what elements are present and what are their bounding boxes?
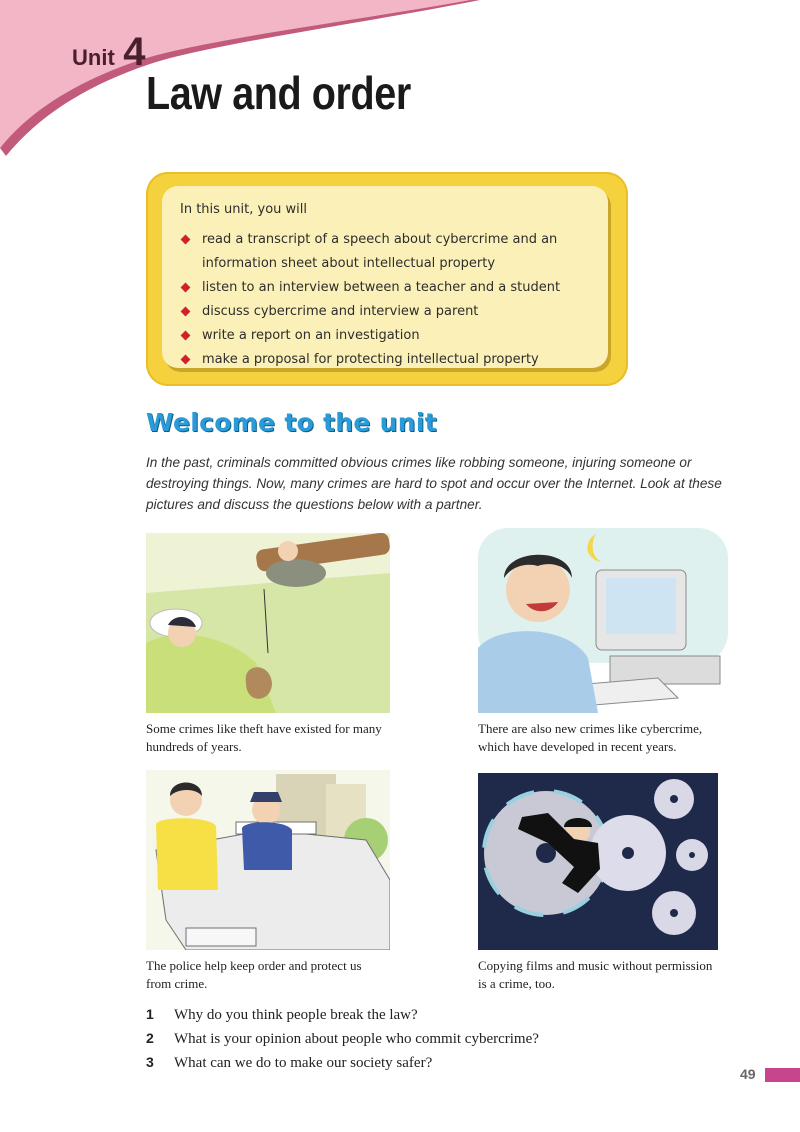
welcome-heading: Welcome to the unit [146, 408, 437, 437]
question-item [146, 1003, 746, 1027]
unit-title: Law and order [146, 67, 411, 119]
objective-text: information sheet about intellectual property [202, 256, 496, 271]
unit-label [72, 30, 145, 75]
objectives-list [180, 228, 600, 372]
question-number: 1 [146, 1006, 154, 1022]
page-number: 49 [740, 1066, 756, 1082]
question-item [146, 1051, 746, 1075]
police-arrest-illustration [146, 770, 390, 950]
theft-caption [146, 720, 416, 756]
caption-line: The police help keep order and protect us [146, 958, 362, 973]
diamond-bullet-icon [181, 283, 191, 293]
question-item [146, 1027, 746, 1051]
question-text: What can we do to make our society safer? [174, 1055, 433, 1071]
caption-line: Some crimes like theft have existed for many [146, 721, 382, 736]
objective-text: write a report on an investigation [202, 328, 420, 343]
cybercrime-illustration [478, 528, 728, 713]
caption-line: hundreds of years. [146, 739, 242, 754]
objective-text: make a proposal for protecting intellectual property [202, 352, 539, 367]
question-number: 2 [146, 1030, 154, 1046]
caption-line: which have developed in recent years. [478, 739, 677, 754]
objective-text: discuss cybercrime and interview a parent [202, 304, 479, 319]
page-tab-marker [765, 1068, 800, 1082]
diamond-bullet-icon [181, 235, 191, 245]
objective-item [180, 228, 600, 252]
cybercrime-caption [478, 720, 758, 756]
welcome-intro: In the past, criminals committed obvious crimes like robbing someone, injuring someone or destroying things. Now, many crimes are hard to spot and occur over the Internet. Look at these pictures and discuss the questions below with a partner. [146, 455, 722, 512]
discussion-questions [146, 1003, 746, 1075]
objectives-intro: In this unit, you will [180, 202, 307, 217]
objectives-panel [162, 186, 608, 368]
objective-item [180, 348, 600, 372]
question-number: 3 [146, 1054, 154, 1070]
objectives-box [146, 172, 628, 386]
diamond-bullet-icon [181, 355, 191, 365]
objective-text: listen to an interview between a teacher and a student [202, 280, 561, 295]
piracy-caption [478, 957, 758, 993]
unit-word: Unit [72, 45, 115, 70]
question-text: What is your opinion about people who commit cybercrime? [174, 1031, 539, 1047]
objective-text: read a transcript of a speech about cybercrime and an [202, 232, 558, 247]
objective-item [180, 300, 600, 324]
caption-line: is a crime, too. [478, 976, 555, 991]
diamond-bullet-icon [181, 307, 191, 317]
caption-line: Copying films and music without permission [478, 958, 713, 973]
objective-item [180, 276, 600, 300]
diamond-bullet-icon [181, 331, 191, 341]
caption-line: There are also new crimes like cybercrime, [478, 721, 703, 736]
caption-line: from crime. [146, 976, 208, 991]
piracy-illustration [478, 773, 718, 950]
objective-item [180, 324, 600, 348]
objective-item-continued [180, 252, 600, 276]
question-text: Why do you think people break the law? [174, 1007, 418, 1023]
unit-number: 4 [123, 30, 146, 74]
police-caption [146, 957, 416, 993]
theft-illustration [146, 533, 390, 713]
